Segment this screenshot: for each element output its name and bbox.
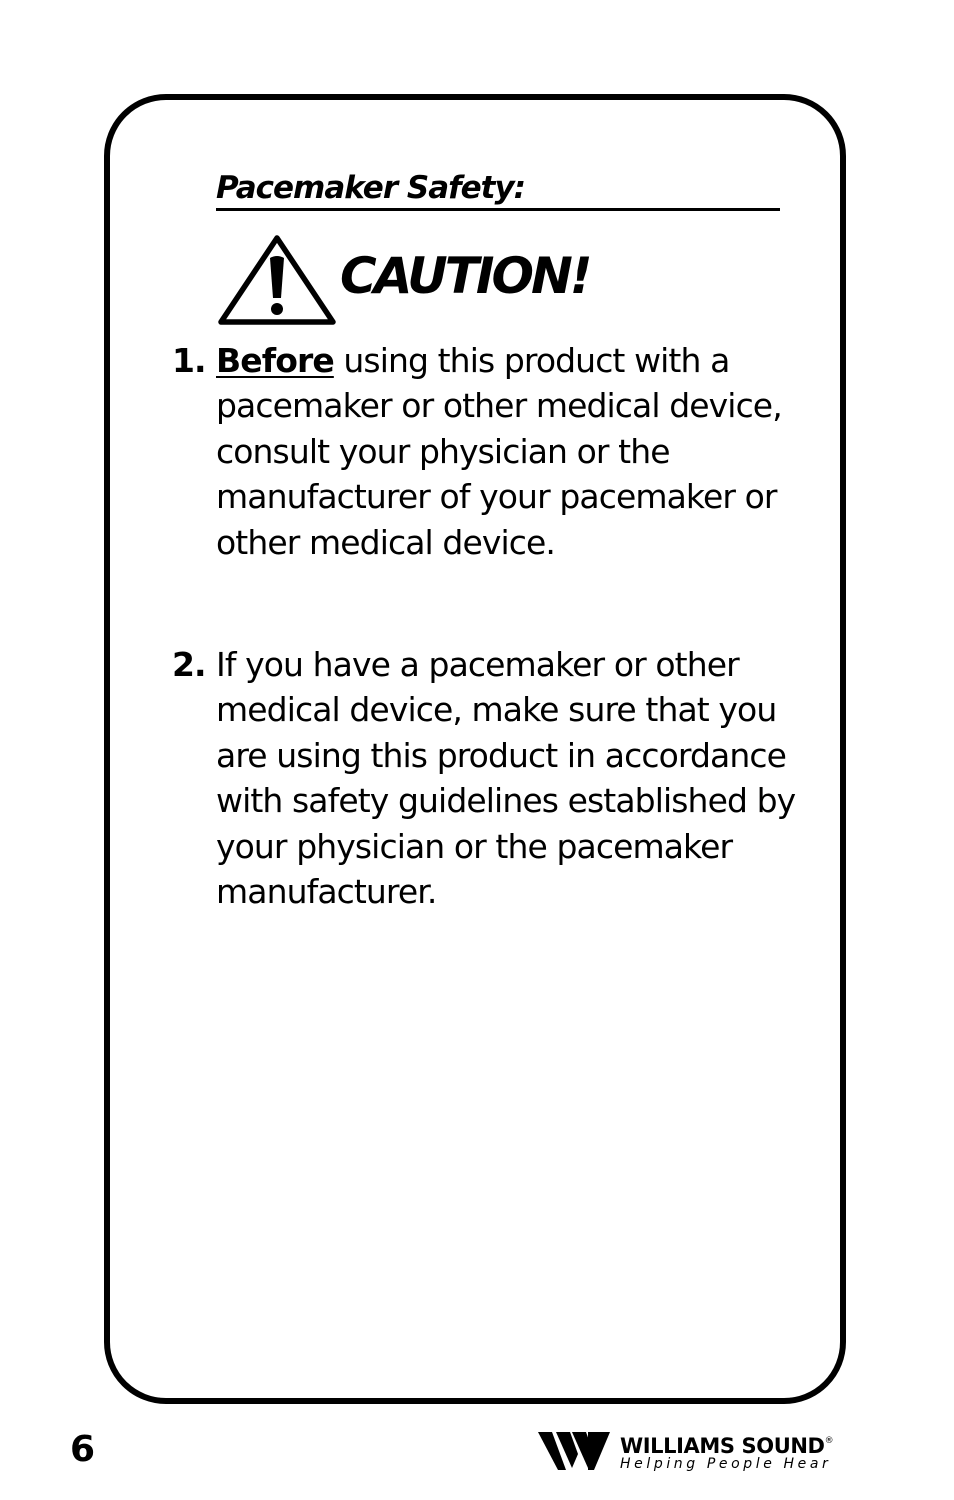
item-text: If you have a pacemaker or other medical device, make sure that you are using this product in accordance with safety guidelines established by your physician or the pacemaker manufacturer. — [216, 645, 796, 912]
brand-name-text: WILLIAMS SOUND — [620, 1434, 825, 1458]
item-number: 1. — [172, 341, 206, 380]
item-text — [216, 338, 796, 565]
brand-logo — [536, 1428, 856, 1476]
brand-name — [620, 1429, 833, 1458]
item-number: 2. — [172, 645, 206, 684]
brand-tagline: Helping People Hear — [620, 1456, 832, 1472]
williams-sound-logo-icon — [536, 1428, 612, 1474]
item-body: using this product with a pacemaker or other medical device, consult your physician or the manufacturer of your pacemaker or other medical device. — [216, 341, 782, 562]
registered-mark: ® — [824, 1436, 834, 1446]
page-number: 6 — [70, 1429, 96, 1470]
caution-title: CAUTION! — [340, 247, 590, 305]
section-heading: Pacemaker Safety: — [216, 168, 780, 211]
item-emphasis: Before — [216, 341, 334, 380]
warning-triangle-icon — [216, 232, 338, 328]
caution-banner — [216, 230, 776, 330]
